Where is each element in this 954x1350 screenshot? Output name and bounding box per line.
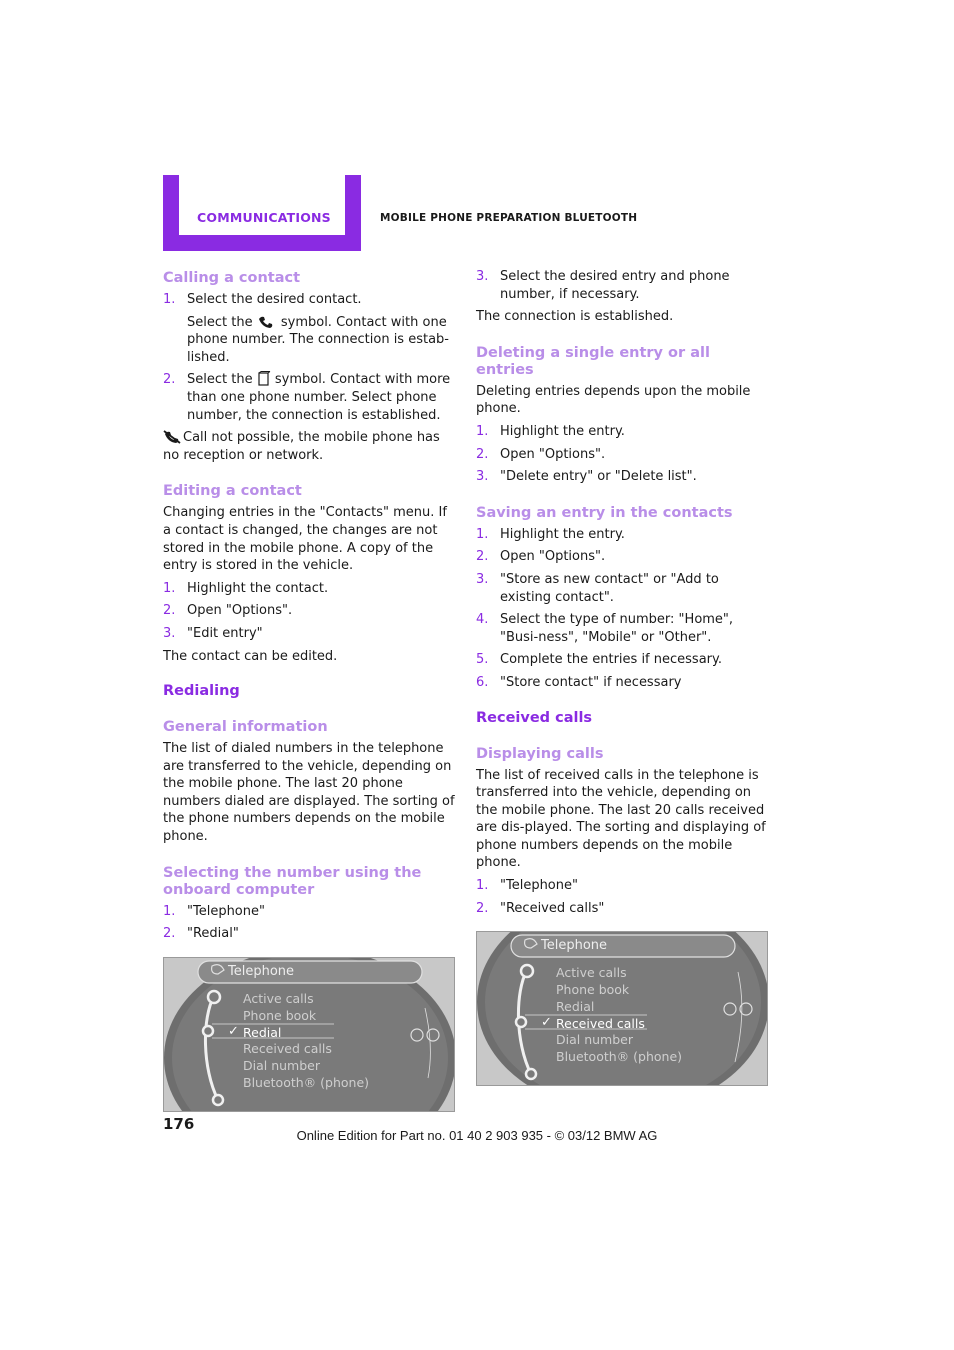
deleting-intro: Deleting entries depends upon the mobile phone. bbox=[476, 383, 751, 417]
step-text: "Telephone" bbox=[187, 903, 265, 919]
step-text: Open "Options". bbox=[500, 549, 606, 565]
list-item bbox=[476, 268, 768, 303]
step-number: 1. bbox=[476, 878, 489, 894]
step-number: 1. bbox=[163, 903, 176, 919]
heading-displaying-calls: Displaying calls bbox=[476, 745, 604, 762]
menu-item[interactable]: Phone book bbox=[556, 982, 630, 998]
list-item bbox=[476, 674, 768, 692]
no-connection-note bbox=[163, 429, 455, 464]
step-number: 2. bbox=[476, 446, 489, 462]
general-information-text: The list of dialed numbers in the telephone are transferred to the vehicle, depending on the mobile phone. The last 20 phone numbers dialed are displayed. The sorting of the phone numbers depends on the mobile phone. bbox=[163, 741, 455, 845]
step-number: 3. bbox=[476, 571, 489, 587]
list-item bbox=[476, 651, 768, 669]
step-text: Select the type of number: "Home", "Busi-ness", "Mobile" or "Other". bbox=[500, 612, 734, 645]
list-item bbox=[163, 602, 455, 620]
menu-item[interactable]: Active calls bbox=[556, 965, 627, 981]
received-steps bbox=[476, 877, 768, 917]
step-text: Open "Options". bbox=[187, 603, 293, 619]
heading-received-calls: Received calls bbox=[476, 709, 593, 726]
heading-calling-a-contact: Calling a contact bbox=[163, 270, 301, 286]
calling-steps bbox=[163, 291, 455, 309]
editing-steps bbox=[163, 580, 455, 643]
list-item bbox=[476, 571, 768, 606]
step-number: 2. bbox=[163, 603, 176, 619]
step-text: "Received calls" bbox=[500, 900, 605, 916]
menu-item[interactable]: Bluetooth® (phone) bbox=[243, 1074, 370, 1090]
list-item bbox=[163, 371, 455, 424]
step-number: 2. bbox=[163, 372, 176, 388]
list-item bbox=[163, 291, 455, 309]
list-item bbox=[163, 903, 455, 921]
deleting-steps bbox=[476, 423, 768, 486]
step-text-start: Select the bbox=[187, 372, 253, 388]
left-column bbox=[163, 268, 455, 1112]
list-item bbox=[163, 925, 455, 943]
step-number: 1. bbox=[476, 526, 489, 542]
step-number: 3. bbox=[476, 469, 489, 485]
saving-steps bbox=[476, 526, 768, 692]
no-connection-icon bbox=[163, 430, 183, 444]
menu-item[interactable]: Received calls bbox=[243, 1040, 332, 1056]
list-item bbox=[476, 423, 768, 441]
list-item bbox=[476, 611, 768, 646]
step-number: 3. bbox=[476, 269, 489, 284]
step-text: Highlight the contact. bbox=[187, 580, 329, 596]
screenshot-received-calls-menu bbox=[476, 931, 768, 1086]
step-text: "Store contact" if necessary bbox=[500, 674, 682, 690]
section-title: COMMUNICATIONS bbox=[197, 210, 331, 225]
check-icon: ✓ bbox=[541, 1015, 552, 1031]
list-item bbox=[476, 548, 768, 566]
section-tab-inner bbox=[179, 175, 345, 235]
menu-item[interactable]: Bluetooth® (phone) bbox=[556, 1049, 683, 1065]
step-text: Highlight the entry. bbox=[500, 423, 625, 439]
displaying-calls-text: The list of received calls in the telephone is transferred into the vehicle, depending on the mobile phone. The last 20 calls received are dis-played. The sorting and displaying of phone numbers depends on the mobile phone. bbox=[476, 767, 766, 871]
connection-established: The connection is established. bbox=[476, 309, 674, 325]
heading-selecting-number: Selecting the number using the onboard computer bbox=[163, 864, 422, 898]
list-item bbox=[476, 877, 768, 895]
heading-editing-a-contact: Editing a contact bbox=[163, 483, 302, 500]
step-text: Open "Options". bbox=[500, 446, 606, 462]
step-number: 6. bbox=[476, 674, 489, 690]
list-item bbox=[163, 580, 455, 598]
step-text: Highlight the entry. bbox=[500, 526, 625, 542]
phonebook-card-icon bbox=[257, 371, 271, 386]
menu-item-selected[interactable]: Redial bbox=[243, 1024, 282, 1040]
menu-item[interactable]: Active calls bbox=[243, 990, 314, 1006]
heading-redialing: Redialing bbox=[163, 683, 240, 700]
calling-substep bbox=[163, 314, 455, 367]
heading-deleting-entries: Deleting a single entry or all entries bbox=[476, 344, 710, 378]
step-text-end: symbol. Contact with more than one phone number. Select phone number, the connection is established. bbox=[187, 372, 451, 423]
menu-item[interactable]: Phone book bbox=[243, 1007, 317, 1023]
screenshot-redial-menu bbox=[163, 957, 455, 1112]
screen-title: Telephone bbox=[228, 963, 295, 979]
page-number: 176 bbox=[163, 1115, 195, 1133]
step-text: Select the desired entry and phone number, if necessary. bbox=[500, 269, 730, 302]
step-number: 1. bbox=[476, 423, 489, 439]
list-item bbox=[476, 900, 768, 918]
redial-steps bbox=[163, 903, 455, 943]
step-number: 3. bbox=[163, 625, 176, 641]
substep-text-start: Select the bbox=[187, 314, 253, 330]
step-number: 2. bbox=[163, 926, 176, 942]
footer-edition: Online Edition for Part no. 01 40 2 903 935 - © 03/12 BMW AG bbox=[296, 1128, 658, 1143]
phone-handset-icon bbox=[257, 315, 277, 329]
heading-general-information: General information bbox=[163, 719, 328, 736]
step-number: 4. bbox=[476, 612, 489, 628]
continued-steps bbox=[476, 268, 768, 303]
screen-title: Telephone bbox=[541, 938, 608, 954]
menu-item[interactable]: Dial number bbox=[556, 1032, 633, 1048]
editing-intro: Changing entries in the "Contacts" menu. If a contact is changed, the changes are not stored in the mobile phone. A copy of the entry is stored in the vehicle. bbox=[163, 505, 447, 574]
substep-text-end: symbol. Contact with one phone number. The connection is estab-lished. bbox=[187, 314, 449, 365]
right-column bbox=[476, 268, 768, 1086]
list-item bbox=[163, 625, 455, 643]
chapter-title: MOBILE PHONE PREPARATION BLUETOOTH bbox=[380, 212, 638, 224]
check-icon: ✓ bbox=[228, 1023, 239, 1039]
calling-steps-2 bbox=[163, 371, 455, 424]
step-text: "Telephone" bbox=[500, 878, 578, 894]
menu-item[interactable]: Redial bbox=[556, 999, 595, 1015]
step-number: 1. bbox=[163, 292, 176, 307]
step-text: "Edit entry" bbox=[187, 625, 263, 641]
step-number: 2. bbox=[476, 900, 489, 916]
editing-outro: The contact can be edited. bbox=[163, 648, 338, 664]
note-text: Call not possible, the mobile phone has no reception or network. bbox=[163, 430, 440, 463]
step-number: 1. bbox=[163, 580, 176, 596]
menu-item-selected[interactable]: Received calls bbox=[556, 1016, 645, 1032]
list-item bbox=[476, 526, 768, 544]
step-text: Select the desired contact. bbox=[187, 292, 362, 307]
heading-saving-entry: Saving an entry in the contacts bbox=[476, 504, 733, 521]
step-number: 2. bbox=[476, 549, 489, 565]
list-item bbox=[476, 468, 768, 486]
list-item bbox=[476, 446, 768, 464]
step-text: "Delete entry" or "Delete list". bbox=[500, 469, 697, 485]
step-text: "Store as new contact" or "Add to existing contact". bbox=[500, 571, 719, 605]
menu-item[interactable]: Dial number bbox=[243, 1057, 320, 1073]
step-text: "Redial" bbox=[187, 926, 239, 942]
step-number: 5. bbox=[476, 652, 489, 668]
step-text: Complete the entries if necessary. bbox=[500, 652, 722, 668]
